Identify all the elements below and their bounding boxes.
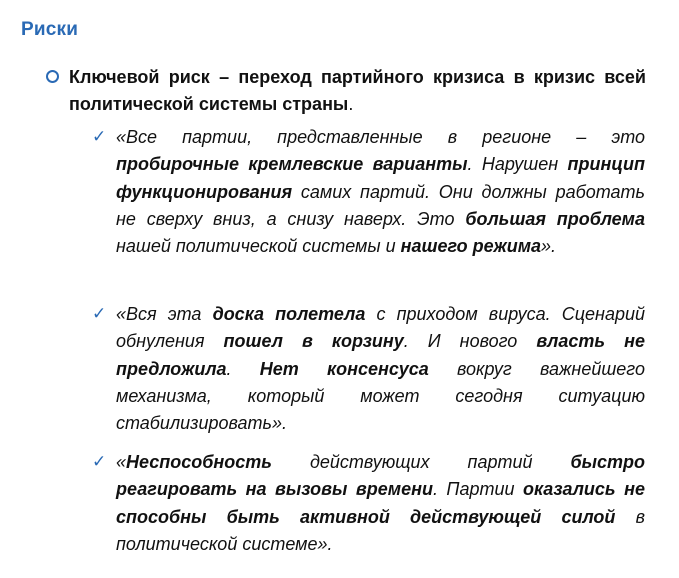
quote-fragment: «Вся эта xyxy=(116,304,213,324)
quote-fragment: . xyxy=(226,358,260,379)
quote-emphasis: пробирочные кремлевские варианты xyxy=(116,154,468,175)
quote-emphasis: большая проблема xyxy=(465,208,645,229)
key-risk-bullet xyxy=(46,64,646,118)
quote-fragment: «Все партии, представленные в регионе – это xyxy=(116,127,645,147)
quote-emphasis: доска полетела xyxy=(212,304,366,324)
quote-fragment: вокруг важнейшего механизма, который может сегодня ситуацию стабилизировать». xyxy=(116,358,645,434)
quote-item xyxy=(92,449,645,558)
ring-bullet-icon xyxy=(46,70,59,83)
quote-fragment: « xyxy=(116,452,127,472)
quote-emphasis: Нет консенсуса xyxy=(259,358,429,379)
quote-emphasis: нашего режима xyxy=(400,236,542,257)
section-heading: Риски xyxy=(21,19,79,40)
checkmark-icon: ✓ xyxy=(92,452,107,472)
quote-emphasis: Неспособность xyxy=(126,452,272,472)
checkmark-icon: ✓ xyxy=(92,127,107,147)
quote-emphasis: пошел в корзину xyxy=(223,331,404,352)
quote-text xyxy=(116,301,645,437)
quote-fragment: действующих партий xyxy=(271,452,571,472)
quote-fragment: ». xyxy=(541,236,557,257)
quote-item xyxy=(92,301,645,437)
quote-text xyxy=(116,124,645,260)
checkmark-icon: ✓ xyxy=(92,304,107,324)
key-risk-bold: Ключевой риск – переход партийного кризиса в кризис всей политической системы страны xyxy=(69,67,646,114)
quote-fragment: в политической системе». xyxy=(116,506,645,554)
quote-item xyxy=(92,124,645,260)
quote-emphasis: власть не предложила xyxy=(116,331,645,379)
key-risk-tail: . xyxy=(348,94,354,114)
quote-fragment: . Партии xyxy=(432,479,523,500)
quote-emphasis: быстро реагировать на вызовы времени xyxy=(116,452,645,500)
quote-fragment: . Нарушен xyxy=(467,154,568,175)
quote-fragment: с приходом вируса. Сценарий обнуления xyxy=(116,304,646,352)
key-risk-text xyxy=(69,64,646,118)
quote-emphasis: оказались не способны быть активной действующей силой xyxy=(116,479,645,527)
quote-fragment: . И нового xyxy=(403,331,537,352)
quote-fragment: самих партий. Они должны работать не сверху вниз, а снизу наверх. Это xyxy=(116,181,645,229)
quote-fragment: нашей политической системы и xyxy=(116,236,401,257)
quote-emphasis: принцип функционирования xyxy=(116,154,645,202)
quote-text xyxy=(116,449,645,558)
